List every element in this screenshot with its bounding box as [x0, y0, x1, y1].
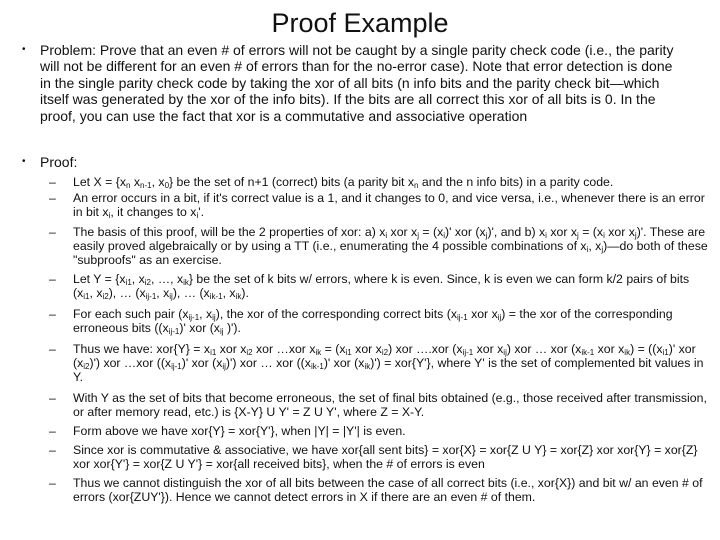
proof-step-text: An error occurs in a bit, if it's correct value is a 1, and it changes to 0, and vice versa, i.e., whenever there is an error in bit $x_i$, it changes to $x_i'$. [73, 191, 705, 221]
dash-icon: – [49, 191, 56, 205]
dash-icon: – [49, 307, 56, 321]
proof-step-text: Let $X = \{x_n$ $x_{n-1}$, $x_0$} be the set of n+1 (correct) bits (a parity bit $x_n$ and the n info bits) in a parity code. [73, 175, 614, 190]
proof-step-text: Thus we have: $xor\{Y\} = x_{i1}$ xor $x_{i2}$ xor …xor $x_{ik} = (x_{i1}$ xor $x_{i2}$) xor ….xor ($x_{ij-1}$ xor $x_{ij}$) xor … xor ($x_{ik-1}$ xor $x_{ik}) = ((x_{i1})'$ xor $(x_{i2})'$) xor …xor ($(x_{ij-1})'$ xor $(x_{ij})'$) xor … xor ($(x_{ik-1})'$ xor $(x_{ik})') = xor\{Y'\}$, where Y' is the set of complemented bit values in Y. [73, 342, 704, 385]
dash-icon: – [49, 443, 56, 457]
dash-icon: – [49, 424, 56, 438]
dash-icon: – [49, 391, 56, 405]
dash-icon: – [49, 225, 56, 239]
proof-step-text: Thus we cannot distinguish the xor of all bits between the case of all correct bits (i.e., xor{X}) and bit w/ an even # of errors (xor{ZUY'}). Hence we cannot detect errors in X if there are an even # of them. [73, 476, 703, 505]
dash-icon: – [49, 175, 56, 189]
slide-title: Proof Example [271, 8, 449, 38]
bullet-text: Proof: [40, 154, 78, 170]
bullet-icon: • [22, 44, 26, 55]
dash-icon: – [49, 476, 56, 490]
bullet-icon: • [22, 156, 26, 167]
dash-icon: – [49, 272, 56, 286]
proof-step-text: With Y as the set of bits that become erroneous, the set of final bits obtained (e.g., those received after transmission, or after memory read, etc.) is {X-Y} U Y' = Z U Y', where Z = X-Y. [73, 391, 707, 420]
proof-step-text: Let $Y = \{x_{i1}$, $x_{i2}$, …, $x_{ik}$} be the set of k bits w/ errors, where k is even. Since, k is even we can form k/2 pairs of bits ($x_{i1}$, $x_{i2}$), … ($x_{ij-1}$, $x_{ij}$), … ($x_{ik-1}$, $x_{ik}$). [73, 272, 690, 302]
proof-step-text: Since xor is commutative & associative, we have xor{all sent bits} = xor{X} = xor{Z U Y} = xor{Z} xor xor{Y} = xor{Z} xor xor{Y'} = xor{Z U Y'} = xor{all received bits}, when the # of errors is even [73, 443, 698, 472]
bullet-text: Problem: Prove that an even # of errors will not be caught by a single parity check code (i.e., the parity will not be different for an even # of errors than for the no-error case). Note that error detection is done in the single parity check code by taking the xor of all bits (n info bits and the parity check bit—which itself was generated by the xor of the info bits). If the bits are all correct this xor of all bits is 0. In the proof, you can use the fact that xor is a commutative and associative operation [40, 42, 674, 124]
dash-icon: – [49, 342, 56, 356]
proof-step-text: The basis of this proof, will be the 2 properties of xor: a) $x_i$ xor $x_j = (x_i)'$ xor $(x_j)'$, and b) $x_i$ xor $x_j = (x_i$ xor $x_j)'$. These are easily proved algebraically or by using a TT (i.e., enumerating the 4 possible combinations of $x_i$, $x_j)—do$ both of these "subproofs" as an exercise. [73, 225, 708, 268]
proof-step-text: Form above we have xor{Y} = xor{Y'}, when |Y| = |Y'| is even. [73, 424, 406, 438]
proof-step-text: For each such pair ($x_{ij-1}$, $x_{ij}$), the xor of the corresponding correct bits ($x_{ij-1}$ xor $x_{ij}$) = the xor of the corresponding erroneous bits ($(x_{ij-1})'$ xor ($x_{ij}$ )'). [73, 307, 673, 337]
